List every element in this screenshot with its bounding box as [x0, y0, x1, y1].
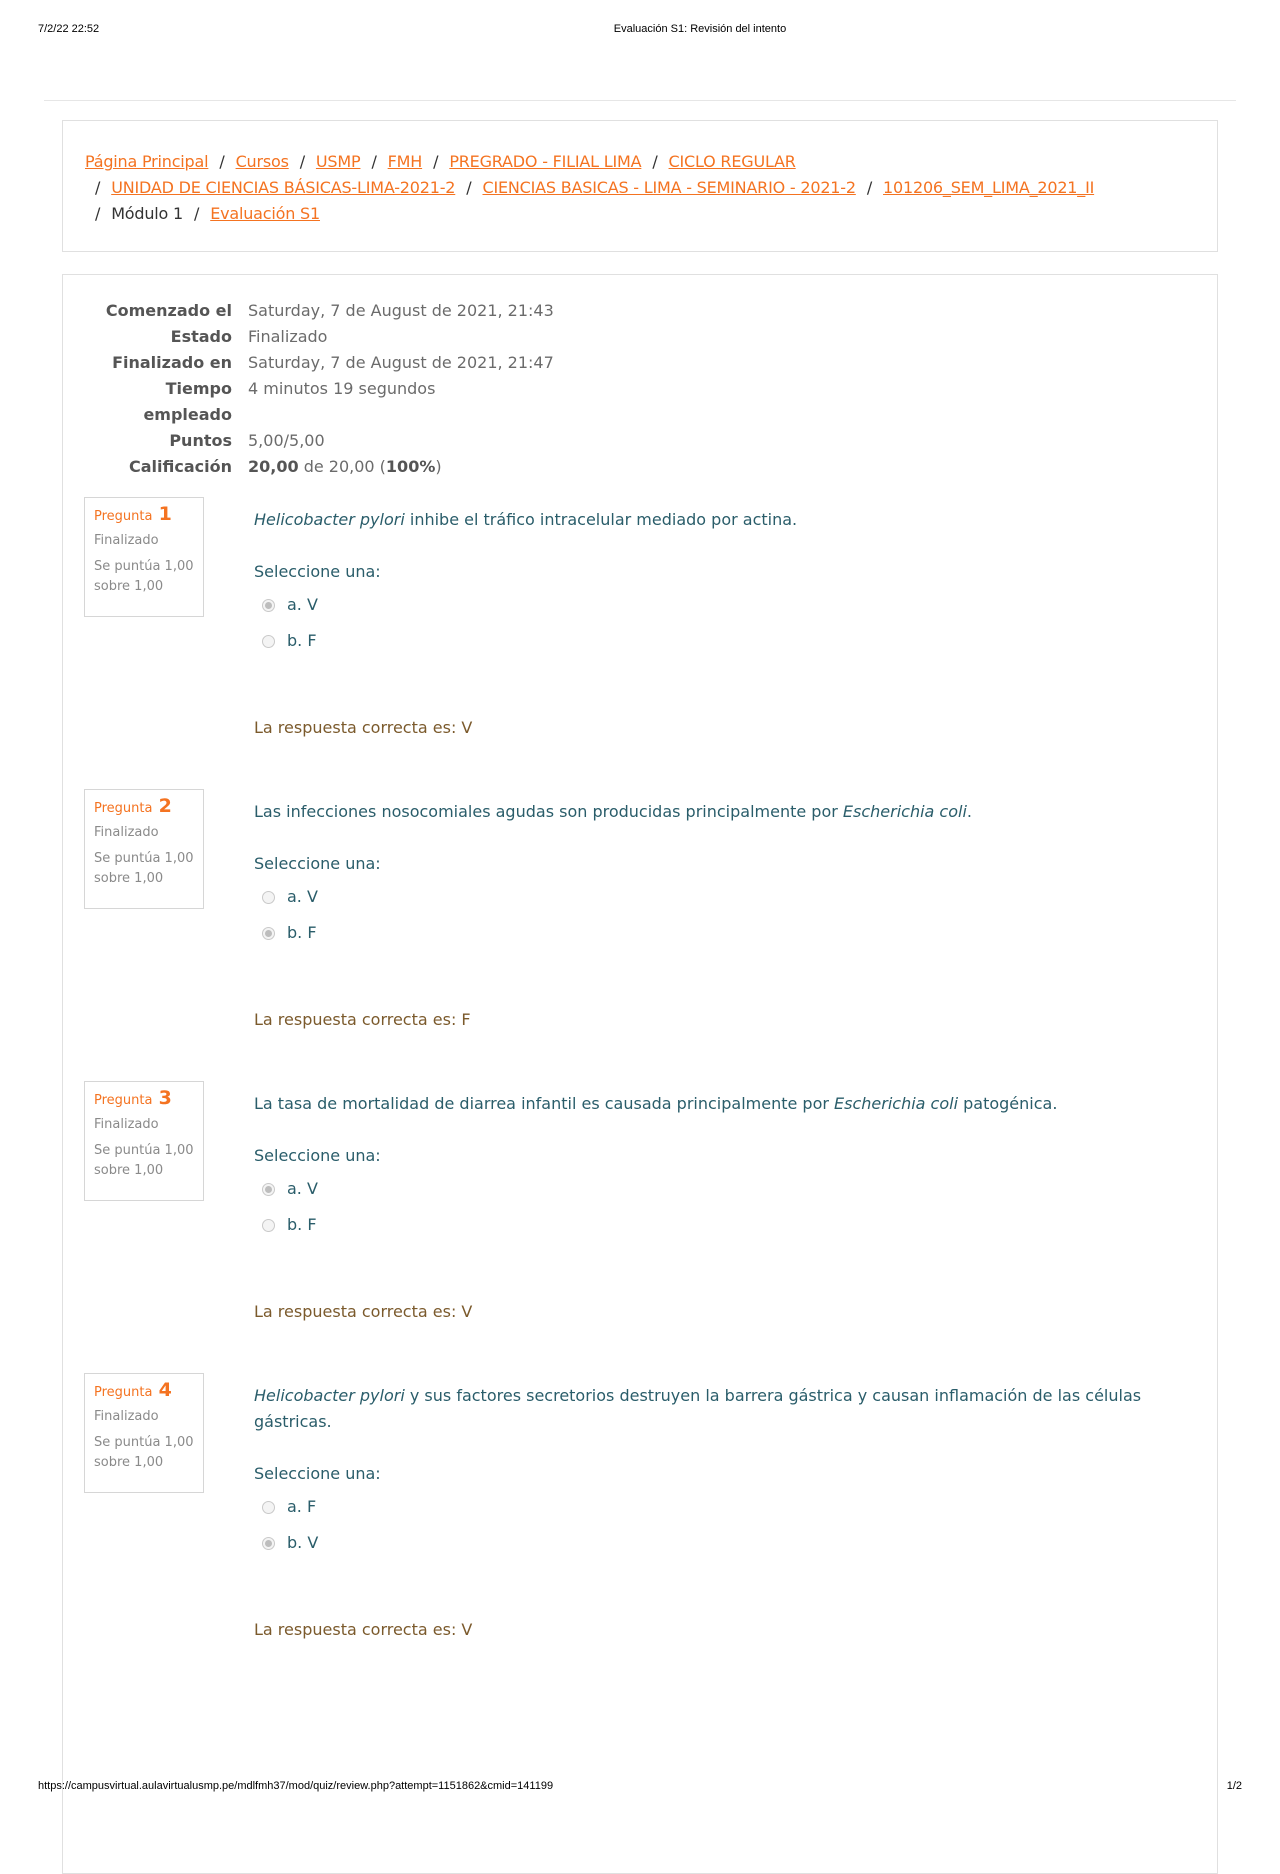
summary-label: Finalizado en [112, 353, 232, 372]
question-state: Finalizado [94, 533, 159, 548]
summary-value: 5,00/5,00 [248, 431, 325, 450]
radio-checked-icon[interactable] [262, 599, 275, 612]
radio-checked-icon[interactable] [262, 927, 275, 940]
answer-option-b[interactable] [254, 915, 1184, 951]
breadcrumb-container [62, 120, 1218, 252]
question-prompt: Seleccione una: [254, 562, 381, 581]
grade-line: Se puntúa 1,00 [94, 1143, 194, 1158]
grade-percent: 100% [385, 457, 436, 476]
grade-line: sobre 1,00 [94, 1163, 164, 1178]
breadcrumb-pregrado[interactable]: PREGRADO - FILIAL LIMA [449, 152, 642, 171]
grade-line: sobre 1,00 [94, 871, 164, 886]
breadcrumb-separator: / [299, 152, 305, 171]
breadcrumb-usmp[interactable]: USMP [315, 152, 361, 171]
answer-option-b[interactable] [254, 623, 1184, 659]
question-number-value: 2 [158, 795, 172, 817]
answer-label: b. F [287, 923, 317, 942]
grade-line: Se puntúa 1,00 [94, 1435, 194, 1450]
question-number-value: 3 [158, 1087, 172, 1109]
breadcrumb-separator: / [95, 178, 101, 197]
breadcrumb-home[interactable]: Página Principal [85, 152, 209, 171]
question-number [94, 504, 194, 527]
answer-label: a. V [287, 1179, 318, 1198]
question-text-part: Las infecciones nosocomiales agudas son producidas principalmente por [254, 802, 843, 821]
summary-label-line: empleado [143, 405, 232, 424]
breadcrumb-separator: / [433, 152, 439, 171]
question-number-value: 4 [158, 1379, 172, 1401]
question-prompt: Seleccione una: [254, 1464, 381, 1483]
answer-option-a[interactable] [254, 587, 1184, 623]
radio-checked-icon[interactable] [262, 1537, 275, 1550]
attempt-summary [62, 298, 762, 480]
answer-option-a[interactable] [254, 879, 1184, 915]
grade-total: de 20,00 ( [303, 457, 386, 476]
grade-close: ) [435, 457, 442, 476]
answer-option-b[interactable] [254, 1207, 1184, 1243]
answer-label: a. F [287, 1497, 317, 1516]
breadcrumb-separator: / [866, 178, 873, 197]
answer-options [254, 587, 1184, 659]
header-divider [44, 100, 1236, 101]
question-text-italic: Escherichia coli [842, 802, 967, 821]
breadcrumb-ciclo-regular[interactable]: CICLO REGULAR [668, 152, 796, 171]
grade-line: Se puntúa 1,00 [94, 559, 194, 574]
question-text-part: . [966, 802, 972, 821]
summary-grade [62, 454, 762, 480]
question-text-italic: Escherichia coli [834, 1094, 959, 1113]
question-text [254, 799, 1184, 825]
question-content [254, 789, 1184, 1033]
question-label: Pregunta [94, 509, 153, 524]
summary-label [62, 376, 248, 428]
correct-answer-feedback: La respuesta correcta es: V [254, 718, 473, 737]
question-number [94, 1380, 194, 1403]
question-label: Pregunta [94, 801, 153, 816]
summary-label: Puntos [169, 431, 232, 450]
summary-label: Comenzado el [105, 301, 232, 320]
question-number [94, 1088, 194, 1111]
grade-line: Se puntúa 1,00 [94, 851, 194, 866]
question-state: Finalizado [94, 1409, 159, 1424]
question-number [94, 796, 194, 819]
breadcrumb-separator: / [95, 204, 101, 223]
answer-option-a[interactable] [254, 1489, 1184, 1525]
summary-label-line: Tiempo [165, 379, 232, 398]
answer-label: b. F [287, 631, 317, 650]
radio-unchecked-icon[interactable] [262, 1219, 275, 1232]
summary-label: Estado [170, 327, 232, 346]
answer-label: a. V [287, 595, 318, 614]
question-grade [94, 557, 194, 597]
question-content [254, 1373, 1184, 1643]
answer-options [254, 879, 1184, 951]
breadcrumb [85, 149, 1195, 227]
page-number: 1/2 [1226, 1780, 1242, 1792]
answer-label: b. V [287, 1533, 319, 1552]
answer-label: b. F [287, 1215, 317, 1234]
question-prompt: Seleccione una: [254, 1146, 381, 1165]
radio-unchecked-icon[interactable] [262, 891, 275, 904]
breadcrumb-cursos[interactable]: Cursos [235, 152, 289, 171]
question-info [84, 497, 204, 617]
correct-answer-feedback: La respuesta correcta es: V [254, 1302, 473, 1321]
question-grade [94, 1141, 194, 1181]
question-text-part: inhibe el tráfico intracelular mediado por actina. [404, 510, 798, 529]
breadcrumb-modulo: Módulo 1 [111, 204, 183, 223]
summary-points [62, 428, 762, 454]
summary-started [62, 298, 762, 324]
question-number-value: 1 [158, 503, 172, 525]
answer-options [254, 1171, 1184, 1243]
answer-option-a[interactable] [254, 1171, 1184, 1207]
question-content [254, 1081, 1184, 1325]
question-label: Pregunta [94, 1093, 153, 1108]
question-text-italic: Helicobacter pylori [254, 510, 405, 529]
breadcrumb-separator: / [466, 178, 472, 197]
summary-value: Finalizado [248, 327, 328, 346]
question-text-part: y sus factores secretorios destruyen la barrera gástrica y causan inflamación de las células gástricas. [254, 1386, 1142, 1431]
summary-value [248, 454, 442, 480]
answer-label: a. V [287, 887, 318, 906]
summary-value: Saturday, 7 de August de 2021, 21:47 [248, 353, 554, 372]
question-text-part: patogénica. [958, 1094, 1058, 1113]
question-text-italic: Helicobacter pylori [254, 1386, 405, 1405]
summary-time [62, 376, 762, 428]
breadcrumb-separator: / [371, 152, 377, 171]
breadcrumb-separator: / [219, 152, 225, 171]
question-text [254, 1383, 1184, 1435]
question-text [254, 1091, 1184, 1117]
grade-score: 20,00 [248, 457, 299, 476]
breadcrumb-separator: / [194, 204, 200, 223]
question-grade [94, 1433, 194, 1473]
radio-unchecked-icon[interactable] [262, 635, 275, 648]
question-info [84, 1373, 204, 1493]
answer-option-b[interactable] [254, 1525, 1184, 1561]
radio-unchecked-icon[interactable] [262, 1501, 275, 1514]
answer-options [254, 1489, 1184, 1561]
breadcrumb-ciencias-basicas[interactable]: CIENCIAS BASICAS - LIMA - SEMINARIO - 2021-2 [482, 178, 856, 197]
radio-checked-icon[interactable] [262, 1183, 275, 1196]
question-prompt: Seleccione una: [254, 854, 381, 873]
breadcrumb-fmh[interactable]: FMH [387, 152, 423, 171]
question-info [84, 789, 204, 909]
breadcrumb-separator: / [652, 152, 658, 171]
grade-line: sobre 1,00 [94, 579, 164, 594]
correct-answer-feedback: La respuesta correcta es: F [254, 1010, 471, 1029]
summary-value: Saturday, 7 de August de 2021, 21:43 [248, 301, 554, 320]
question-grade [94, 849, 194, 889]
breadcrumb-course-code[interactable]: 101206_SEM_LIMA_2021_II [883, 178, 1095, 197]
question-text [254, 507, 1184, 533]
question-info [84, 1081, 204, 1201]
summary-value: 4 minutos 19 segundos [248, 379, 436, 398]
page-url: https://campusvirtual.aulavirtualusmp.pe/mdlfmh37/mod/quiz/review.php?attempt=1151862&cmid=141199 [38, 1780, 554, 1792]
question-text-part: La tasa de mortalidad de diarrea infantil es causada principalmente por [254, 1094, 835, 1113]
breadcrumb-evaluacion[interactable]: Evaluación S1 [210, 204, 320, 223]
correct-answer-feedback: La respuesta correcta es: V [254, 1620, 473, 1639]
print-title: Evaluación S1: Revisión del intento [613, 23, 787, 35]
question-state: Finalizado [94, 825, 159, 840]
summary-state [62, 324, 762, 350]
summary-label: Calificación [129, 457, 232, 476]
breadcrumb-unidad[interactable]: UNIDAD DE CIENCIAS BÁSICAS-LIMA-2021-2 [111, 178, 456, 197]
question-content [254, 497, 1184, 741]
question-state: Finalizado [94, 1117, 159, 1132]
print-datetime: 7/2/22 22:52 [38, 23, 100, 35]
question-label: Pregunta [94, 1385, 153, 1400]
summary-finished [62, 350, 762, 376]
grade-line: sobre 1,00 [94, 1455, 164, 1470]
